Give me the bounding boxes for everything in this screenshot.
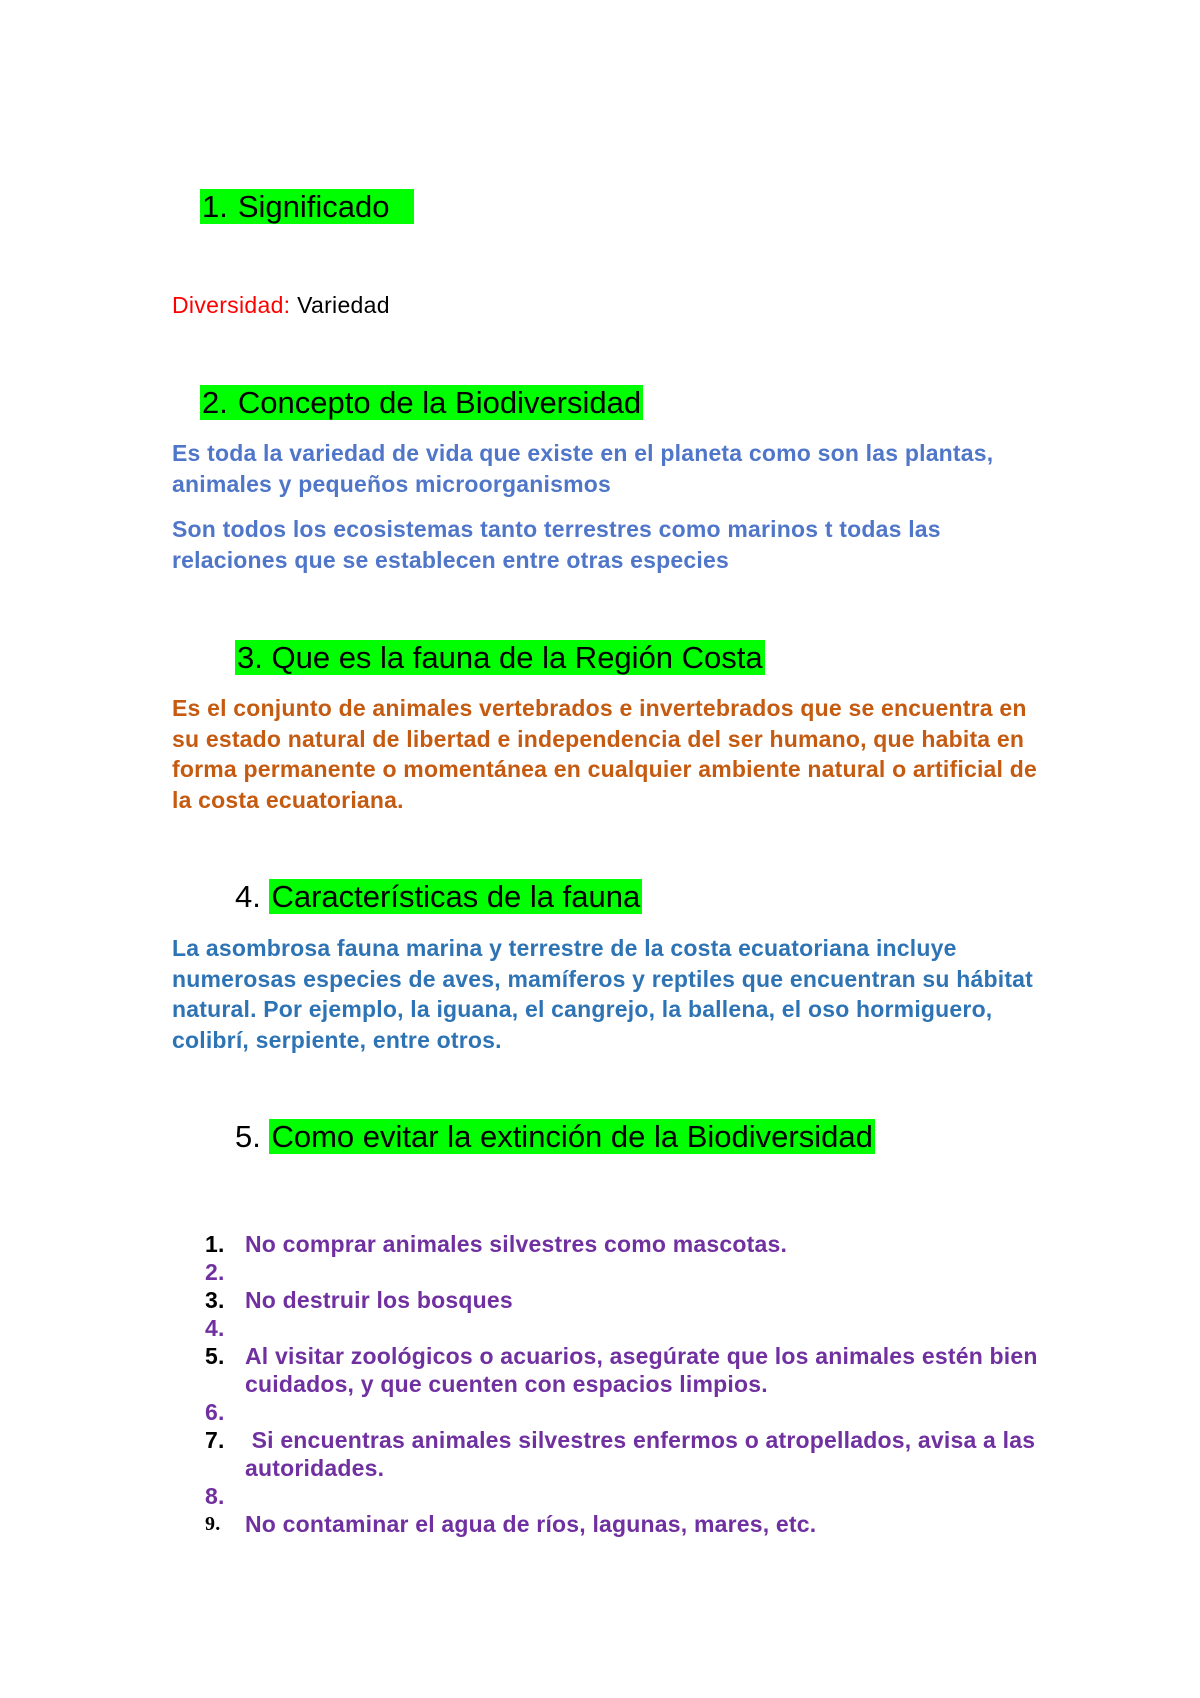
- list-item-text: No destruir los bosques: [245, 1287, 513, 1313]
- definition-value: Variedad: [297, 292, 390, 318]
- list-item-text: Si encuentras animales silvestres enfermos o atropellados, avisa a las autoridades.: [245, 1427, 1042, 1481]
- heading-title: Características de la fauna: [271, 879, 641, 914]
- list-item: [205, 1398, 1065, 1426]
- heading-title: Significado: [237, 189, 390, 224]
- list-item-number: 8.: [205, 1483, 225, 1509]
- list-item-number: 9.: [205, 1513, 221, 1535]
- definition-term: Diversidad:: [172, 292, 291, 318]
- heading-highlight: [269, 879, 642, 914]
- list-item-number: 3.: [205, 1287, 225, 1313]
- list-item: [205, 1510, 1065, 1538]
- concepto-paragraph-1: Es toda la variedad de vida que existe en el planeta como son las plantas, animales y pequeños microorganismos: [172, 440, 994, 497]
- section-heading-extincion: [235, 1117, 875, 1157]
- heading-number: 2.: [202, 385, 228, 420]
- heading-title: Como evitar la extinción de la Biodiversidad: [271, 1119, 873, 1154]
- list-item-number: 6.: [205, 1399, 225, 1425]
- concepto-paragraph-2: Son todos los ecosistemas tanto terrestres como marinos t todas las relaciones que se establecen entre otras especies: [172, 516, 941, 573]
- caracteristicas-paragraph: La asombrosa fauna marina y terrestre de la costa ecuatoriana incluye numerosas especies de aves, mamíferos y reptiles que encuentran su hábitat natural. Por ejemplo, la iguana, el cangrejo, la ballena, el oso hormiguero, colibrí, serpiente, entre otros.: [172, 935, 1034, 1053]
- list-item: [205, 1230, 1065, 1258]
- list-item: [205, 1482, 1065, 1510]
- heading-number: 3.: [237, 640, 263, 675]
- fauna-paragraph: Es el conjunto de animales vertebrados e invertebrados que se encuentra en su estado natural de libertad e independencia del ser humano, que habita en forma permanente o momentánea en cualquier ambiente natural o artificial de la costa ecuatoriana.: [172, 695, 1037, 813]
- list-item-number: 5.: [205, 1343, 225, 1369]
- section-heading-caracteristicas: [235, 877, 642, 917]
- list-item-number: 4.: [205, 1315, 225, 1341]
- section-heading-concepto: [200, 383, 643, 423]
- list-item: [205, 1258, 1065, 1286]
- heading-title: Que es la fauna de la Región Costa: [271, 640, 763, 675]
- list-item-text: No comprar animales silvestres como mascotas.: [245, 1231, 788, 1257]
- list-item: [205, 1314, 1065, 1342]
- list-item: [205, 1342, 1065, 1398]
- definition-line: [172, 290, 390, 320]
- heading-highlight: [269, 1119, 874, 1154]
- extinction-steps-list: [205, 1230, 1065, 1538]
- list-item-number: 7.: [205, 1427, 225, 1453]
- heading-number: 4.: [235, 879, 261, 914]
- heading-highlight: [200, 189, 414, 224]
- list-item: [205, 1426, 1065, 1482]
- section-heading-significado: [200, 187, 414, 227]
- heading-number: 1.: [202, 189, 228, 224]
- heading-highlight: [200, 385, 643, 420]
- heading-title: Concepto de la Biodiversidad: [237, 385, 642, 420]
- list-item-text: Al visitar zoológicos o acuarios, asegúrate que los animales estén bien cuidados, y que cuenten con espacios limpios.: [245, 1343, 1038, 1397]
- heading-number: 5.: [235, 1119, 261, 1154]
- list-item: [205, 1286, 1065, 1314]
- section-heading-fauna: [235, 638, 765, 678]
- list-item-number: 2.: [205, 1259, 225, 1285]
- list-item-number: 1.: [205, 1231, 225, 1257]
- list-item-text: No contaminar el agua de ríos, lagunas, mares, etc.: [245, 1511, 817, 1537]
- heading-highlight: [235, 640, 765, 675]
